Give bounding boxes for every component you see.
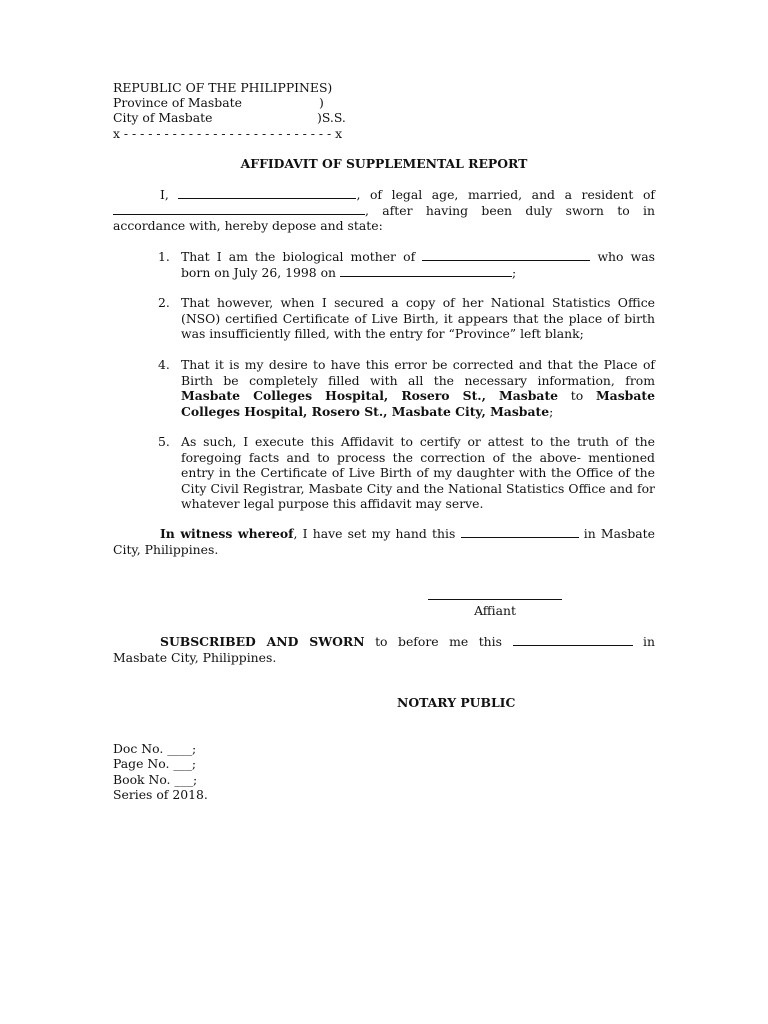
item-4-new-place: Masbate Colleges Hospital, Rosero St., Masbate City, Masbate (181, 388, 655, 419)
date-blank (461, 526, 579, 538)
book-no: Book No. ___; (113, 772, 198, 787)
intro-after: , after having been duly sworn to in accordance with, hereby depose and state: (113, 202, 655, 234)
item-number: 2. (158, 295, 170, 310)
item-2-text: That however, when I secured a copy of her National Statistics Office (NSO) certified Certificate of Live Birth, it appears that the place of birth was insufficiently filled, with the entry for “Province” left blank; (181, 295, 655, 342)
item-number: 5. (158, 434, 170, 449)
sworn-bold: SUBSCRIBED AND SWORN (160, 634, 365, 649)
intro-mid: , of legal age, married, and a resident of (356, 187, 655, 202)
list-item (158, 295, 655, 342)
name-blank (178, 187, 356, 199)
caption-republic: REPUBLIC OF THE PHILIPPINES) (113, 80, 333, 95)
item-4-to: to (570, 388, 584, 404)
caption-province-paren: ) (319, 95, 324, 110)
intro-paragraph (113, 187, 655, 234)
sworn-text2: in Masbate City, Philippines. (113, 634, 655, 665)
series-year: Series of 2018. (113, 787, 208, 802)
page-no: Page No. ___; (113, 756, 197, 771)
affiant-label: Affiant (474, 603, 516, 618)
witness-bold: In witness whereof (160, 526, 294, 541)
witness-paragraph (113, 526, 655, 557)
notary-public-label: NOTARY PUBLIC (397, 695, 516, 710)
list-item (158, 357, 655, 419)
list-item (158, 434, 655, 512)
item-1-part3: ; (511, 264, 517, 280)
item-number: 4. (158, 357, 170, 372)
item-5-text: As such, I execute this Affidavit to certify or attest to the truth of the foregoing facts and to process the correction of the above- mentioned entry in the Certificate of Live Birth of my daughter with the Office of the City Civil Registrar, Masbate City and the National Statistics Office and for whatever legal purpose this affidavit may serve. (181, 434, 655, 512)
caption-province: Province of Masbate (113, 95, 242, 110)
item-1-part1: That I am the biological mother of (181, 249, 416, 264)
caption-separator: x - - - - - - - - - - - - - - - - - - - - - - - - - - x (113, 126, 343, 141)
birthplace-blank (340, 265, 512, 277)
item-4-end: ; (549, 403, 554, 419)
caption-city-ss: )S.S. (317, 110, 346, 125)
item-4-old-place: Masbate Colleges Hospital, Rosero St., Masbate (181, 388, 559, 404)
child-name-blank (422, 249, 590, 261)
item-4-text: That it is my desire to have this error be corrected and that the Place of Birth be completely filled with all the necessary information, from (181, 357, 655, 388)
sworn-paragraph (113, 634, 655, 665)
list-item (158, 249, 655, 280)
residence-blank (113, 203, 365, 215)
witness-text1: , I have set my hand this (293, 526, 456, 541)
document-title: AFFIDAVIT OF SUPPLEMENTAL REPORT (240, 156, 528, 171)
item-1-part2: who was born on July 26, 1998 on (181, 249, 655, 280)
sworn-date-blank (513, 634, 633, 646)
caption-city: City of Masbate (113, 110, 213, 125)
item-number: 1. (158, 249, 170, 264)
affiant-signature-line (428, 599, 562, 600)
witness-text2: in Masbate City, Philippines. (113, 526, 655, 557)
intro-i: I, (160, 187, 169, 202)
doc-no: Doc No. ____; (113, 741, 197, 756)
sworn-text1: to before me this (375, 634, 502, 649)
